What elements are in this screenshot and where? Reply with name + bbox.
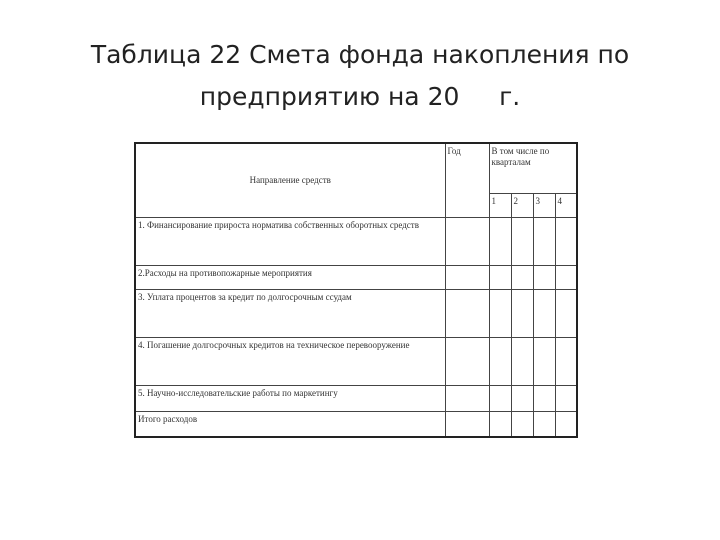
header-row-1 (135, 143, 577, 193)
header-quarters: В том числе по кварталам (489, 143, 577, 193)
cell-q2 (511, 265, 533, 289)
row-label: 2.Расходы на противопожарные мероприятия (135, 265, 445, 289)
slide-title (40, 34, 680, 118)
cell-year (445, 337, 489, 385)
cell-q1 (489, 265, 511, 289)
row-label: 4. Погашение долгосрочных кредитов на техническое перевооружение (135, 337, 445, 385)
cell-q3 (533, 337, 555, 385)
header-quarter-2: 2 (511, 193, 533, 217)
title-line-2: предприятию на 20 г. (199, 82, 521, 111)
row-label: 3. Уплата процентов за кредит по долгосрочным ссудам (135, 289, 445, 337)
cell-year (445, 385, 489, 411)
table-row-total (135, 411, 577, 437)
cell-q1 (489, 289, 511, 337)
cell-q3 (533, 385, 555, 411)
table-row (135, 289, 577, 337)
cell-q4 (555, 385, 577, 411)
cell-q2 (511, 289, 533, 337)
cell-q4 (555, 411, 577, 437)
cell-q2 (511, 337, 533, 385)
cell-q1 (489, 337, 511, 385)
header-year: Год (445, 143, 489, 217)
cell-q3 (533, 217, 555, 265)
cell-q4 (555, 217, 577, 265)
table-row (135, 217, 577, 265)
cell-q3 (533, 411, 555, 437)
cell-q3 (533, 265, 555, 289)
header-quarter-3: 3 (533, 193, 555, 217)
table-row (135, 385, 577, 411)
cell-year (445, 411, 489, 437)
row-label: 1. Финансирование прироста норматива собственных оборотных средств (135, 217, 445, 265)
cell-q2 (511, 411, 533, 437)
header-quarter-4: 4 (555, 193, 577, 217)
cell-q3 (533, 289, 555, 337)
cell-q4 (555, 337, 577, 385)
table-row (135, 337, 577, 385)
header-quarter-1: 1 (489, 193, 511, 217)
cell-q1 (489, 385, 511, 411)
cell-q1 (489, 217, 511, 265)
row-label: 5. Научно-исследовательские работы по маркетингу (135, 385, 445, 411)
table-row (135, 265, 577, 289)
cell-year (445, 289, 489, 337)
cell-q2 (511, 217, 533, 265)
cell-q4 (555, 265, 577, 289)
cell-q1 (489, 411, 511, 437)
row-label-total: Итого расходов (135, 411, 445, 437)
header-direction: Направление средств (135, 143, 445, 217)
cell-year (445, 217, 489, 265)
title-line-1: Таблица 22 Смета фонда накопления по (90, 40, 630, 69)
cell-q4 (555, 289, 577, 337)
budget-table (134, 142, 578, 438)
cell-q2 (511, 385, 533, 411)
cell-year (445, 265, 489, 289)
